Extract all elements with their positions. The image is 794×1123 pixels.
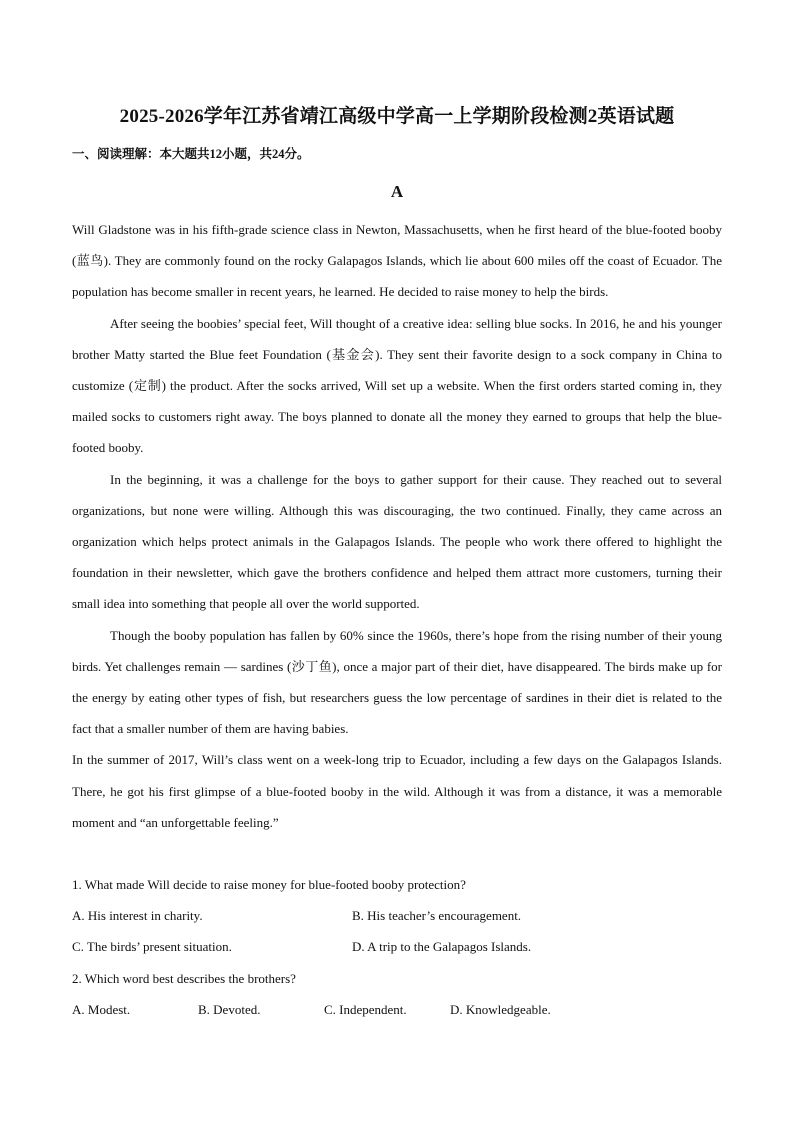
question-2 — [72, 963, 722, 1025]
option-b: B. His teacher’s encouragement. — [352, 908, 522, 924]
passage-paragraph-2: After seeing the boobies’ special feet, Will thought of a creative idea: selling blue socks. In 2016, he and his younger brother Matty started the Blue feet Foundation (基金会). They sent their favorite design to a sock company in China to customize (定制) the product. After the socks arrived, Will set up a website. When the first orders started coming in, they mailed socks to customers right away. The boys planned to donate all the money they earned to groups that help the blue-footed booby. — [72, 315, 722, 456]
option-d: D. Knowledgeable. — [450, 1001, 551, 1017]
answer-options — [72, 900, 722, 962]
section-heading: 一、阅读理解：本大题共12小题，共24分。 — [72, 147, 310, 161]
option-a: A. Modest. — [72, 1001, 131, 1017]
passage-paragraph-4: Though the booby population has fallen by 60% since the 1960s, there’s hope from the rising number of their young birds. Yet challenges remain — sardines (沙丁鱼), once a major part of their diet, have disappeared. The birds make up for the energy by eating other types of fish, but researchers guess the low percentage of sardines in their diet is related to the fact that a smaller number of them are having babies. — [72, 627, 722, 737]
option-d: D. A trip to the Galapagos Islands. — [352, 939, 532, 955]
passage-paragraph-3: In the beginning, it was a challenge for the boys to gather support for their cause. They reached out to several organizations, but none were willing. Although this was discouraging, the two continued. Finally, they came across an organization which helps protect animals in the Galapagos Islands. The people who work there offered to highlight the foundation in their newsletter, which gave the brothers confidence and helped them attract more customers, turning their small idea into something that people all over the world supported. — [72, 471, 722, 612]
option-a: A. His interest in charity. — [72, 908, 203, 924]
question-list — [72, 869, 722, 1025]
passage-label: A — [390, 182, 404, 201]
option-c: C. The birds’ present situation. — [72, 939, 232, 955]
option-b: B. Devoted. — [198, 1001, 261, 1017]
question-1 — [72, 869, 722, 963]
question-stem: 2. Which word best describes the brothers? — [72, 970, 296, 986]
question-stem: 1. What made Will decide to raise money for blue-footed booby protection? — [72, 877, 466, 892]
answer-options — [72, 994, 722, 1025]
passage-paragraph-1: Will Gladstone was in his fifth-grade science class in Newton, Massachusetts, when he first heard of the blue-footed booby (蓝鸟). They are commonly found on the rocky Galapagos Islands, which lie about 600 miles off the coast of Ecuador. The population has become smaller in recent years, he learned. He decided to raise money to help the birds. — [72, 222, 722, 300]
passage-paragraph-5: In the summer of 2017, Will’s class went on a week-long trip to Ecuador, including a few days on the Galapagos Islands. There, he got his first glimpse of a blue-footed booby in the wild. Although it was from a distance, it was a memorable moment and “an unforgettable feeling.” — [72, 752, 722, 830]
exam-title: 2025-2026学年江苏省靖江高级中学高一上学期阶段检测2英语试题 — [119, 106, 675, 127]
option-c: C. Independent. — [324, 1001, 407, 1017]
reading-passage — [72, 214, 722, 838]
